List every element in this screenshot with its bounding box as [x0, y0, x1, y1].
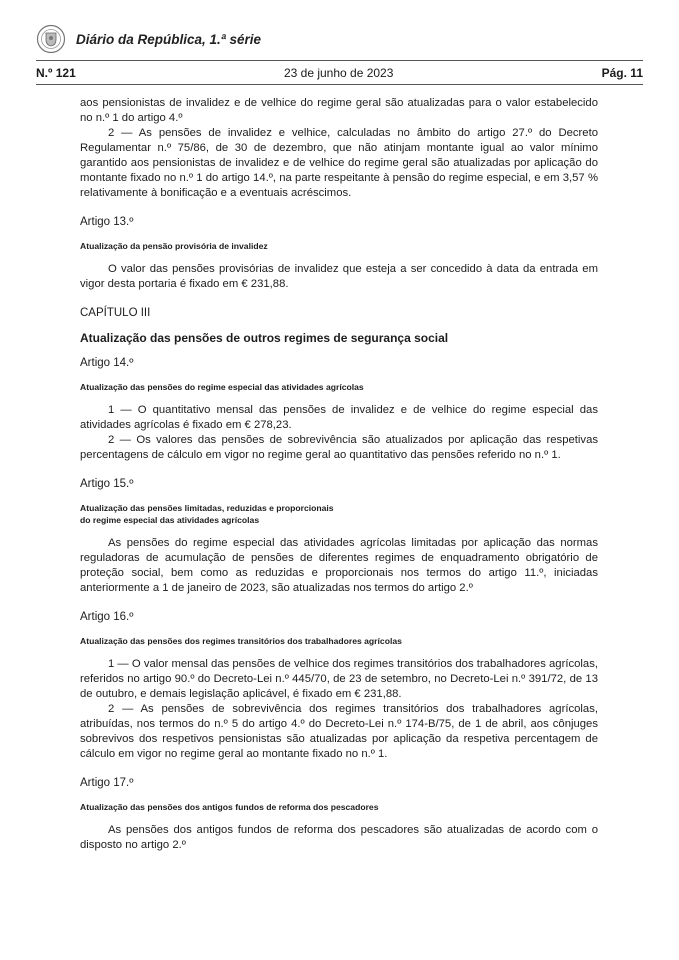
article-heading: Atualização das pensões dos regimes transitórios dos trabalhadores agrícolas — [80, 636, 402, 646]
chapter-label: CAPÍTULO III — [80, 307, 151, 319]
chapter-title: Atualização das pensões de outros regimes de segurança social — [80, 331, 449, 345]
issue-date: 23 de junho de 2023 — [283, 66, 394, 80]
article-title: Artigo 13.º — [80, 216, 134, 228]
journal-title: Diário da República, 1.ª série — [76, 31, 262, 47]
paragraph: 1 — O quantitativo mensal das pensões de invalidez e de velhice do regime especial das atividades agrícolas é fixado em € 278,23. — [80, 404, 598, 431]
article-heading-line: Atualização das pensões limitadas, reduzidas e proporcionais — [80, 503, 334, 513]
article-title: Artigo 16.º — [80, 611, 134, 623]
paragraph: 2 — As pensões de invalidez e velhice, calculadas no âmbito do artigo 27.º do Decreto Regulamentar n.º 75/86, de 30 de dezembro, que não atinjam montante igual ao valor mínimo garantido aos pensionistas de invalidez e de velhice do regime geral são atualizadas por aplicação do montante fixado no n.º 1 do artigo 14.º, na parte respeitante à pensão do regime especial, e em 3,57 % relativamente à bonificação e a eventuais acréscimos. — [80, 127, 598, 199]
article-title: Artigo 15.º — [80, 478, 134, 490]
article-title: Artigo 14.º — [80, 357, 134, 369]
paragraph: aos pensionistas de invalidez e de velhice do regime geral são atualizadas para o valor estabelecido no n.º 1 do artigo 4.º — [80, 97, 598, 124]
paragraph: 1 — O valor mensal das pensões de velhice dos regimes transitórios dos trabalhadores agrícolas, referidos no artigo 90.º do Decreto-Lei n.º 445/70, de 23 de setembro, no Decreto-Lei n.º 391/72, de 13 de outubro, e demais legislação aplicável, é fixado em € 231,88. — [80, 658, 598, 700]
document-body — [80, 96, 598, 853]
article-title: Artigo 17.º — [80, 777, 134, 789]
article-heading-line: do regime especial das atividades agrícolas — [80, 515, 260, 525]
republic-emblem-icon — [36, 24, 66, 54]
issue-meta-row — [36, 64, 643, 82]
masthead — [36, 22, 261, 56]
article-heading: Atualização das pensões do regime especial das atividades agrícolas — [80, 382, 364, 392]
page-number: Pág. 11 — [601, 66, 643, 80]
paragraph: As pensões dos antigos fundos de reforma dos pescadores são atualizadas de acordo com o disposto no artigo 2.º — [80, 824, 598, 851]
article-heading: Atualização da pensão provisória de invalidez — [80, 241, 268, 251]
paragraph: As pensões do regime especial das atividades agrícolas limitadas por aplicação das normas reguladoras de acumulação de pensões de diferentes regimes de enquadramento obrigatório de proteção social, bem como as reduzidas e proporcionais nos termos do artigo 11.º, iniciadas anteriormente a 1 de janeiro de 2023, são atualizadas nos termos do artigo 2.º — [80, 537, 598, 594]
issue-number: N.º 121 — [36, 66, 76, 80]
header-rule-bottom — [36, 84, 643, 85]
paragraph: 2 — Os valores das pensões de sobrevivência são atualizados por aplicação das respetivas percentagens de cálculo em vigor no regime geral ao quantitativo das pensões referido no n.º 1. — [80, 434, 598, 461]
paragraph: O valor das pensões provisórias de invalidez que esteja a ser concedido à data da entrada em vigor desta portaria é fixado em € 231,88. — [80, 263, 598, 290]
paragraph: 2 — As pensões de sobrevivência dos regimes transitórios dos trabalhadores agrícolas, atribuídas, nos termos do n.º 5 do artigo 4.º do Decreto-Lei n.º 174-B/75, de 1 de abril, aos cônjuges sobrevivos dos respetivos pensionistas são atualizadas por aplicação da respetiva percentagem de cálculo em vigor no regime geral ao montante fixado no n.º 1. — [80, 703, 598, 760]
article-heading: Atualização das pensões dos antigos fundos de reforma dos pescadores — [80, 802, 379, 812]
header-rule-top — [36, 60, 643, 61]
